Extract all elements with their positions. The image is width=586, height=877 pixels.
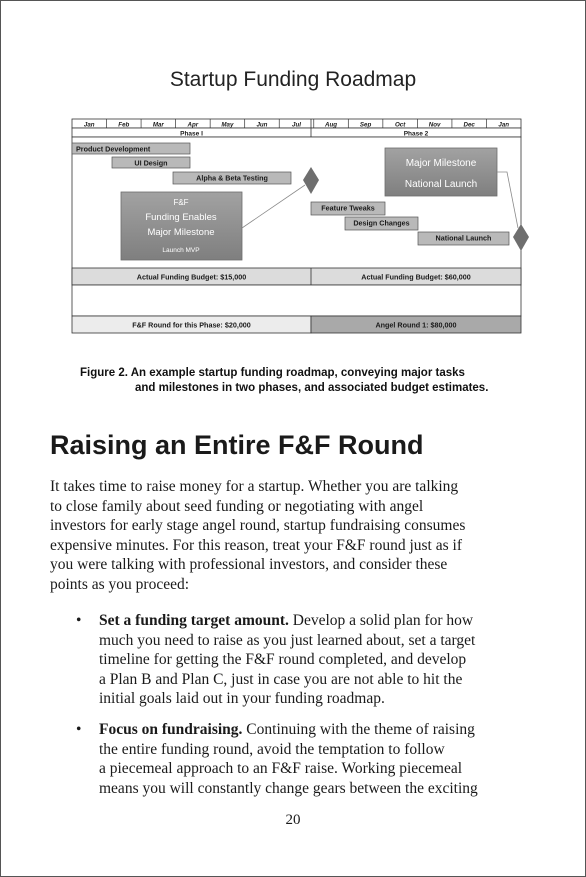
figure-title: Startup Funding Roadmap xyxy=(169,68,417,91)
bullet-line: a piecemeal approach to an F&F raise. Working piecemeal xyxy=(99,760,463,778)
intro-paragraph xyxy=(50,477,545,595)
page-number: 20 xyxy=(285,812,301,828)
task-label: Design Changes xyxy=(353,218,410,228)
month-label: Dec xyxy=(463,121,475,129)
budget-label: Actual Funding Budget: $60,000 xyxy=(361,272,471,282)
caption-line-1: Figure 2. An example startup funding roadmap, conveying major tasks xyxy=(80,367,465,379)
phase-row xyxy=(72,128,521,137)
bullet-line: the entire funding round, avoid the temptation to follow xyxy=(99,740,445,758)
paragraph-line: to close family about seed funding or negotiating with angel xyxy=(50,497,424,515)
month-label: Mar xyxy=(152,121,164,129)
callout-line: Funding Enables xyxy=(145,212,217,223)
callout-line: F&F xyxy=(173,198,189,207)
task-label: Alpha & Beta Testing xyxy=(196,173,268,183)
bullet-line: timeline for getting the F&F round completed, and develop xyxy=(99,651,467,669)
callout-line: Launch MVP xyxy=(162,247,200,254)
paragraph-line: expensive minutes. For this reason, treat your F&F round just as if xyxy=(50,536,462,554)
bullet-line: Develop a solid plan for how xyxy=(288,612,474,629)
bullet-line: a Plan B and Plan C, just in case you are not able to hit the xyxy=(99,670,463,688)
spacer-row xyxy=(72,285,521,316)
month-label: Sep xyxy=(359,121,372,129)
callout-line: Major Milestone xyxy=(405,158,477,169)
month-label: Feb xyxy=(118,121,130,129)
bullet-line: means you will constantly change gears between the exciting xyxy=(99,779,478,797)
bullet-line: initial goals laid out in your funding roadmap. xyxy=(99,690,385,708)
figure-caption xyxy=(80,366,540,396)
paragraph-line: points as you proceed: xyxy=(50,575,190,593)
bullet-lead: Set a funding target amount. xyxy=(99,612,289,629)
bullet-lead: Focus on fundraising. xyxy=(99,721,243,738)
month-label: Jan xyxy=(498,121,510,129)
bullet-dot-icon: • xyxy=(76,721,82,738)
task-label: Product Development xyxy=(76,144,151,154)
caption-line-2: and milestones in two phases, and associated budget estimates. xyxy=(135,382,489,394)
task-label: National Launch xyxy=(435,233,492,243)
paragraph-line: It takes time to raise money for a startup. Whether you are talking xyxy=(50,478,459,495)
section-heading: Raising an Entire F&F Round xyxy=(50,430,424,460)
callout-line: National Launch xyxy=(404,179,478,190)
task-label: Feature Tweaks xyxy=(321,203,375,213)
budget-label: F&F Round for this Phase: $20,000 xyxy=(132,320,251,330)
callout-line: Major Milestone xyxy=(147,227,215,238)
bullet-item xyxy=(76,611,539,709)
month-label: Jan xyxy=(83,121,95,129)
month-label: Jun xyxy=(256,121,268,129)
budget-label: Angel Round 1: $80,000 xyxy=(375,320,457,330)
month-label: Apr xyxy=(187,121,199,129)
task-label: UI Design xyxy=(134,158,168,168)
month-label: May xyxy=(221,121,234,129)
paragraph-line: investors for early stage angel round, startup fundraising consumes xyxy=(50,517,466,535)
bullet-dot-icon: • xyxy=(76,612,82,629)
month-label: Aug xyxy=(325,121,338,129)
bullet-line: Continuing with the theme of raising xyxy=(242,721,475,738)
month-label: Oct xyxy=(394,121,406,129)
month-label: Nov xyxy=(428,121,441,129)
month-label: Jul xyxy=(292,121,301,129)
phase-label: Phase 2 xyxy=(403,130,429,138)
bullet-item xyxy=(76,720,539,798)
budget-label: Actual Funding Budget: $15,000 xyxy=(136,272,247,282)
paragraph-line: you were talking with professional investors, and consider these xyxy=(50,556,448,574)
bullet-line: much you need to raise as you just learned about, set a target xyxy=(99,631,476,649)
phase-label: Phase I xyxy=(180,130,203,138)
roadmap-figure xyxy=(0,0,586,340)
